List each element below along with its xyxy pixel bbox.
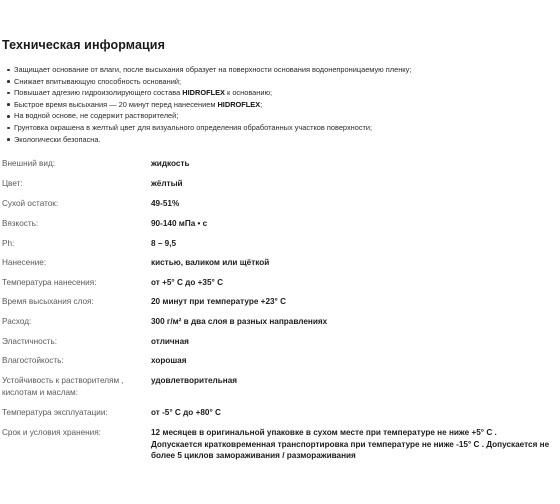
spec-value-line: 12 месяцев в оригинальной упаковке в сухом месте при температуре не ниже +5° С .	[151, 428, 497, 437]
feature-text: Защищает основание от влаги, после высыхания образует на поверхности основания водонепроницаемую пленку;	[14, 65, 412, 74]
feature-item	[2, 110, 558, 122]
spec-label-line: кислотам и маслам:	[2, 387, 78, 397]
spec-value	[151, 427, 560, 462]
spec-value-line: более 5 циклов замораживания / размораживания	[151, 451, 356, 460]
spec-label: Влагостойкость:	[2, 356, 64, 365]
feature-item	[2, 122, 558, 134]
feature-text: Грунтовка окрашена в желтый цвет для визуального определения обработанных участков поверхности;	[14, 122, 373, 132]
feature-item	[2, 99, 558, 111]
feature-text: Повышает адгезию гидроизолирующего состава	[14, 88, 183, 98]
feature-item	[2, 64, 558, 76]
spec-value: удовлетворительная	[151, 376, 238, 385]
spec-value: 8 – 9,5	[151, 239, 177, 248]
spec-value: кистью, валиком или щёткой	[151, 258, 270, 267]
spec-value-line: Допускается кратковременная транспортировка при температуре не ниже -15° С . Допускается не	[151, 439, 550, 449]
spec-value: 20 минут при температуре +23° С	[151, 297, 287, 306]
features-list	[2, 64, 558, 145]
brand-name: HIDROFLEX	[182, 88, 225, 98]
spec-label: Нанесение:	[2, 258, 47, 267]
spec-value: жидкость	[151, 159, 190, 168]
spec-label: Вязкость:	[2, 219, 39, 228]
spec-label: Цвет:	[2, 179, 23, 188]
feature-item	[2, 76, 558, 88]
spec-value: хорошая	[151, 356, 187, 365]
feature-text: к основанию;	[224, 88, 273, 98]
spec-value: 49-51%	[151, 199, 180, 208]
spec-label: Сухой остаток:	[2, 199, 59, 208]
spec-label: Температура эксплуатации:	[2, 408, 108, 417]
feature-text: На водной основе, не содержит растворителей;	[14, 111, 179, 121]
feature-text: Быстрое время высыхания — 20 минут перед нанесением	[14, 99, 218, 109]
spec-value: отличная	[151, 337, 189, 346]
feature-item	[2, 134, 558, 146]
spec-label: Внешний вид:	[2, 159, 56, 168]
spec-label: Расход:	[2, 317, 32, 326]
section-title: Техническая информация	[2, 38, 165, 52]
spec-label	[2, 375, 147, 398]
feature-text: ;	[260, 99, 263, 109]
spec-label: Эластичность:	[2, 337, 58, 346]
spec-label: Время высыхания слоя:	[2, 297, 94, 306]
feature-item	[2, 87, 558, 99]
spec-value: 90-140 мПа • с	[151, 219, 208, 228]
spec-value: от -5° С до +80° С	[151, 408, 221, 417]
feature-text: Снижает впитывающую способность оснований;	[14, 76, 182, 86]
spec-label: Ph:	[2, 239, 15, 248]
spec-value: 300 г/м² в два слоя в разных направлениях	[151, 317, 328, 326]
brand-name: HIDROFLEX	[217, 99, 261, 109]
spec-value: от +5° С до +35° С	[151, 278, 223, 287]
spec-label-line: Устойчивость к растворителям ,	[2, 376, 124, 385]
spec-label: Температура нанесения:	[2, 278, 97, 287]
spec-label: Срок и условия хранения:	[2, 428, 101, 437]
feature-text: Экологически безопасна.	[14, 134, 101, 144]
spec-value: жёлтый	[151, 179, 183, 188]
